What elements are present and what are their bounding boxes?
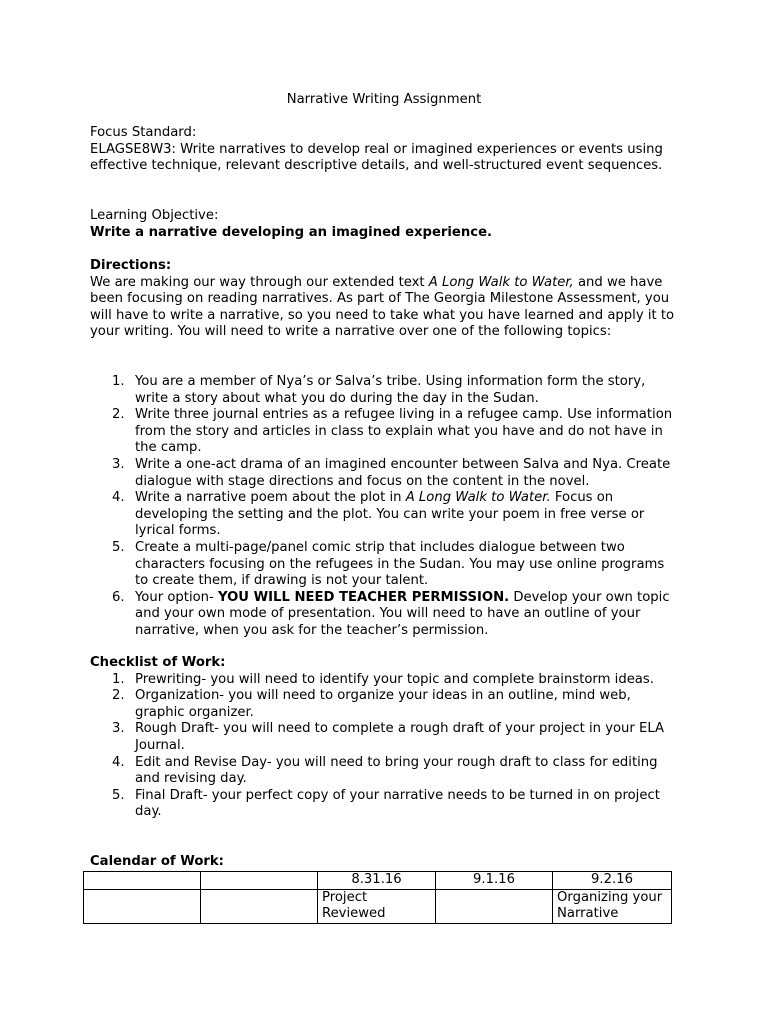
checklist-heading: Checklist of Work:	[90, 655, 226, 670]
list-item: 6. Your option- YOU WILL NEED TEACHER PERMISSION. Develop your own topic and your own mode of presentation. You will need to have an outline of your narrative, when you ask for the teacher’s permission.	[112, 589, 670, 638]
directions-text	[90, 275, 680, 341]
calendar-cell: Project Reviewed	[318, 889, 436, 923]
calendar-cell	[201, 872, 318, 890]
list-item: 3. Write a one-act drama of an imagined encounter between Salva and Nya. Create dialogue with stage directions and focus on the content in the novel.	[112, 456, 671, 489]
list-item: 1. You are a member of Nya’s or Salva’s tribe. Using information form the story, write a story about what you do during the day in the Sudan.	[112, 374, 646, 406]
calendar-table	[83, 871, 672, 924]
learning-objective-text: Write a narrative developing an imagined experience.	[90, 224, 493, 240]
list-item: 2. Organization- you will need to organize your ideas in an outline, mind web, graphic organizer.	[112, 688, 631, 720]
learning-objective-section	[90, 208, 690, 241]
calendar-cell	[84, 889, 201, 923]
list-item: 1. Prewriting- you will need to identify your topic and complete brainstorm ideas.	[112, 671, 654, 687]
calendar-date-cell: 9.2.16	[553, 872, 672, 890]
table-row	[84, 872, 672, 890]
calendar-cell: Organizing your Narrative	[553, 889, 672, 923]
list-item: 4. Write a narrative poem about the plot in A Long Walk to Water. Focus on developing the setting and the plot. You can write your poem in free verse or lyrical forms.	[112, 490, 645, 539]
list-item: 3. Rough Draft- you will need to complete a rough draft of your project in your ELA Journal.	[112, 721, 665, 753]
calendar-cell	[201, 889, 318, 923]
focus-standard-heading: Focus Standard:	[90, 125, 197, 140]
calendar-date-cell: 8.31.16	[318, 872, 436, 890]
book-title: A Long Walk to Water,	[428, 274, 574, 290]
list-item: 5. Final Draft- your perfect copy of your narrative needs to be turned in on project day.	[112, 787, 660, 820]
list-item: 5. Create a multi-page/panel comic strip that includes dialogue between two characters focusing on the refugees in the Sudan. You may use online programs to create them, if drawing is not your talent.	[112, 539, 665, 589]
learning-objective-heading: Learning Objective:	[90, 208, 219, 223]
table-row	[84, 889, 672, 923]
focus-standard-section	[90, 125, 690, 175]
list-item: 2. Write three journal entries as a refugee living in a refugee camp. Use information from the story and articles in class to explain what you have and do not have in the camp.	[112, 407, 673, 456]
calendar-date-cell: 9.1.16	[436, 872, 553, 890]
calendar-heading: Calendar of Work:	[90, 854, 224, 869]
checklist-list	[90, 672, 680, 821]
directions-heading: Directions:	[90, 258, 172, 273]
calendar-cell	[436, 889, 553, 923]
list-item: 4. Edit and Revise Day- you will need to bring your rough draft to class for editing and revising day.	[112, 754, 658, 787]
directions-text-before: We are making our way through our extended text	[90, 274, 429, 290]
checklist-section	[90, 655, 680, 821]
document-title: Narrative Writing Assignment	[286, 92, 482, 107]
directions-text-after: and we have been focusing on reading narratives. As part of The Georgia Milestone Assessment, you will have to write a narrative, so you need to take what you have learned and apply it to your writing. You will need to write a narrative over one of the following topics:	[90, 274, 675, 340]
calendar-cell	[84, 872, 201, 890]
directions-section	[90, 258, 680, 341]
topics-list	[90, 374, 680, 640]
focus-standard-text: ELAGSE8W3: Write narratives to develop real or imagined experiences or events using effective technique, relevant descriptive details, and well-structured event sequences.	[90, 141, 663, 174]
